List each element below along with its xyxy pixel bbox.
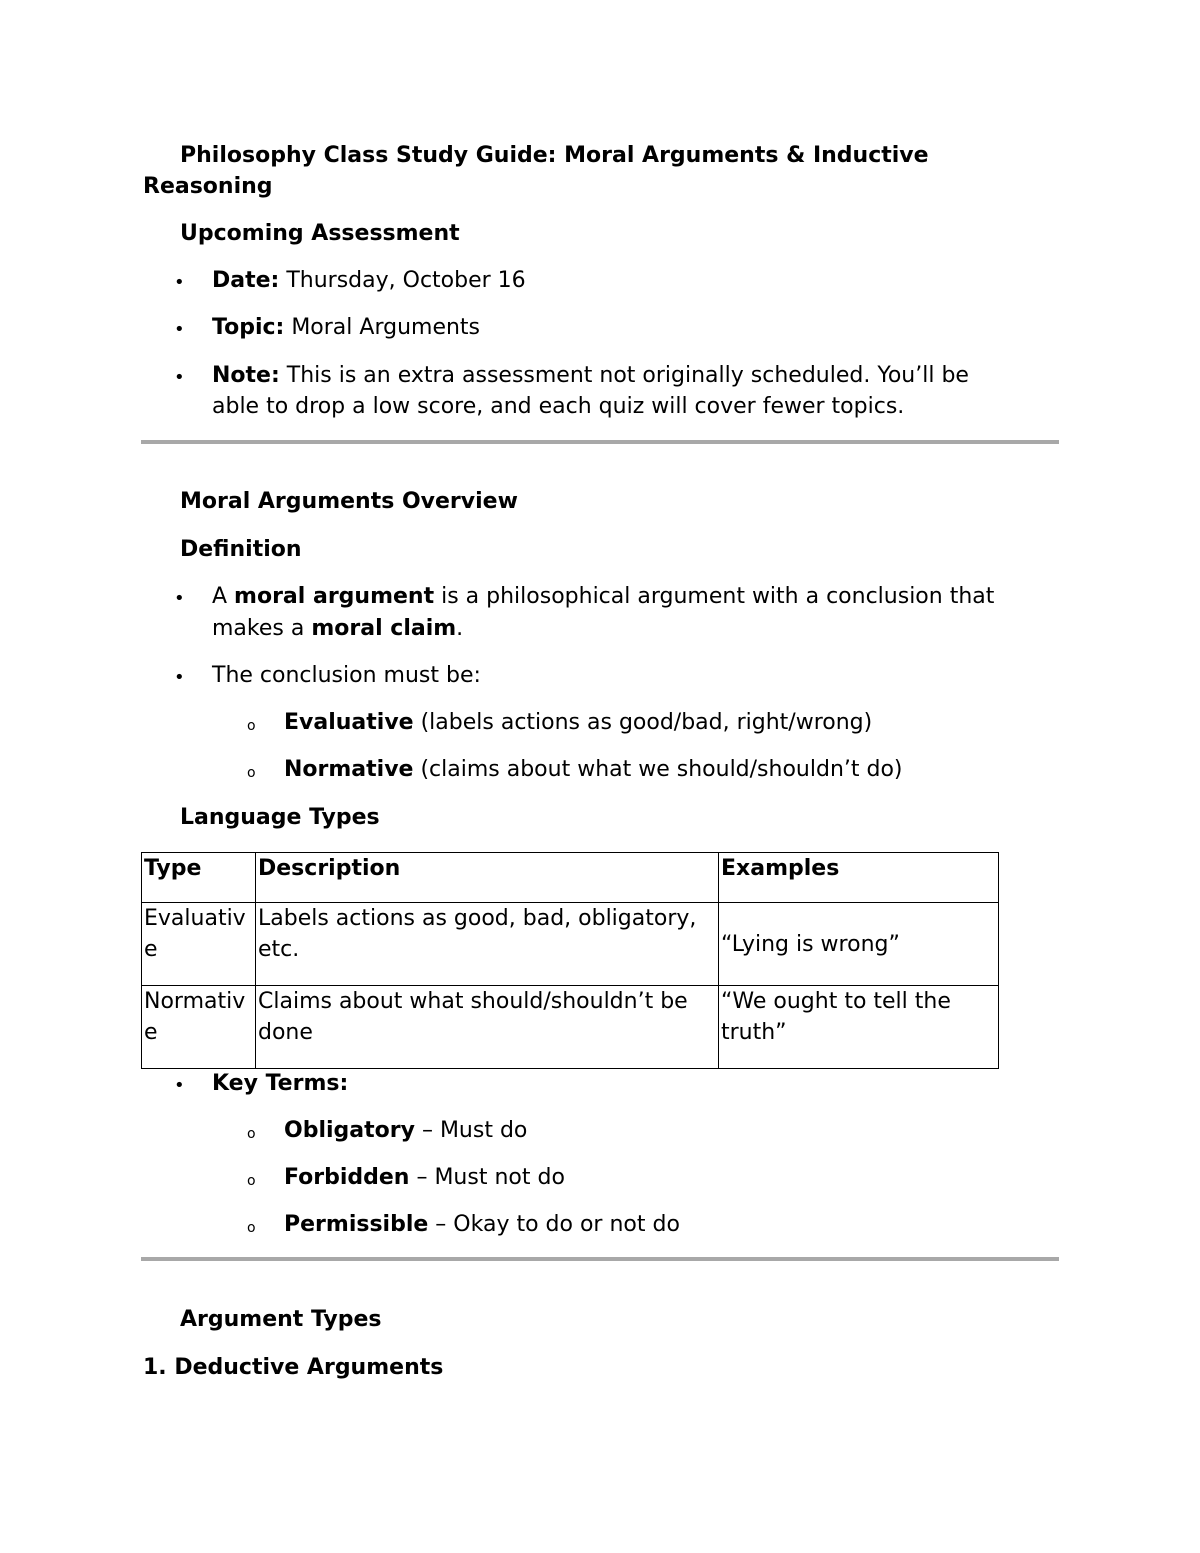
sub-item-normative: Normative (claims about what we should/shouldn’t do) bbox=[284, 757, 903, 782]
subheading-language-types: Language Types bbox=[180, 805, 380, 830]
circle-bullet-icon: o bbox=[247, 765, 256, 781]
bullet-icon: • bbox=[174, 667, 185, 688]
assessment-topic: Topic: Moral Arguments bbox=[212, 315, 481, 340]
key-term-forbidden: Forbidden – Must not do bbox=[284, 1165, 565, 1190]
subheading-definition: Definition bbox=[180, 537, 302, 562]
conclusion-text: The conclusion must be: bbox=[212, 663, 481, 688]
table-header-row bbox=[142, 853, 999, 903]
circle-bullet-icon: o bbox=[247, 1126, 256, 1142]
table-header-description: Description bbox=[256, 853, 719, 903]
circle-bullet-icon: o bbox=[247, 1173, 256, 1189]
table-cell-type: Normative bbox=[142, 986, 256, 1069]
circle-bullet-icon: o bbox=[247, 1220, 256, 1236]
section-heading-argument-types: Argument Types bbox=[180, 1307, 382, 1332]
section-heading-upcoming-assessment: Upcoming Assessment bbox=[180, 221, 460, 246]
bullet-icon: • bbox=[174, 272, 185, 293]
assessment-note: Note: This is an extra assessment not originally scheduled. You’ll be bbox=[212, 363, 969, 388]
table-row bbox=[142, 986, 999, 1069]
definition-text: A moral argument is a philosophical argument with a conclusion that bbox=[212, 584, 995, 609]
table-header-type: Type bbox=[142, 853, 256, 903]
definition-text-continued: makes a moral claim. bbox=[212, 616, 464, 641]
key-term-obligatory: Obligatory – Must do bbox=[284, 1118, 528, 1143]
table-row bbox=[142, 903, 999, 986]
assessment-note-continued: able to drop a low score, and each quiz will cover fewer topics. bbox=[212, 394, 905, 419]
page-title: Philosophy Class Study Guide: Moral Arguments & Inductive bbox=[180, 143, 929, 168]
circle-bullet-icon: o bbox=[247, 718, 256, 734]
key-terms-label: Key Terms: bbox=[212, 1071, 349, 1096]
table-header-examples: Examples bbox=[719, 853, 999, 903]
bullet-icon: • bbox=[174, 1075, 185, 1096]
bullet-icon: • bbox=[174, 367, 185, 388]
page-title-continued: Reasoning bbox=[143, 174, 273, 199]
key-term-permissible: Permissible – Okay to do or not do bbox=[284, 1212, 680, 1237]
table-cell-type: Evaluative bbox=[142, 903, 256, 986]
divider bbox=[141, 1257, 1059, 1261]
divider bbox=[141, 440, 1059, 444]
assessment-date: Date: Thursday, October 16 bbox=[212, 268, 526, 293]
sub-item-evaluative: Evaluative (labels actions as good/bad, right/wrong) bbox=[284, 710, 873, 735]
table-cell-example: “Lying is wrong” bbox=[719, 903, 999, 986]
bullet-icon: • bbox=[174, 319, 185, 340]
language-types-table bbox=[141, 852, 999, 1069]
subheading-deductive-arguments: 1. Deductive Arguments bbox=[143, 1355, 444, 1380]
bullet-icon: • bbox=[174, 588, 185, 609]
table-cell-example: “We ought to tell the truth” bbox=[719, 986, 999, 1069]
table-cell-description: Claims about what should/shouldn’t be done bbox=[256, 986, 719, 1069]
section-heading-overview: Moral Arguments Overview bbox=[180, 489, 518, 514]
table-cell-description: Labels actions as good, bad, obligatory, etc. bbox=[256, 903, 719, 986]
